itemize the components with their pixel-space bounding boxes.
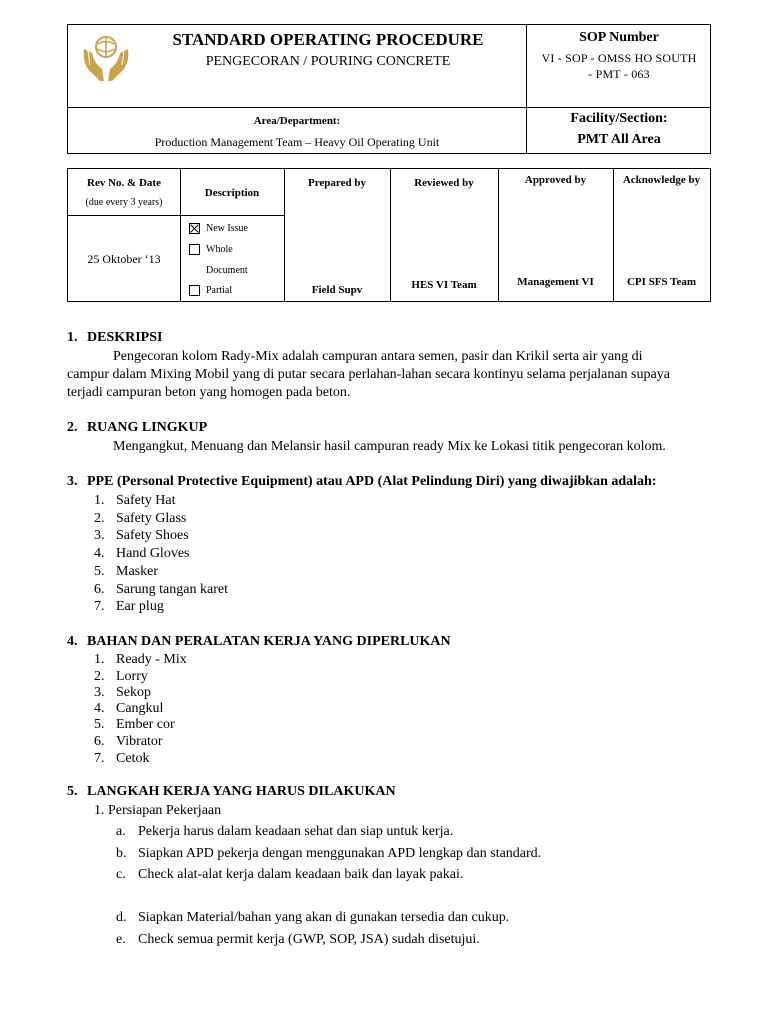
check-label: Partial <box>206 285 233 296</box>
list-item: 7. Ear plug <box>94 599 164 614</box>
list-item: 3. Safety Shoes <box>94 528 189 543</box>
list-item: 4. Cangkul <box>94 701 164 716</box>
list-item: a. Pekerja harus dalam keadaan sehat dan siap untuk kerja. <box>116 824 454 839</box>
section-1-heading <box>67 330 162 346</box>
section-title: RUANG LINGKUP <box>87 420 208 435</box>
check-whole[interactable] <box>189 244 233 255</box>
section-1-line: campur dalam Mixing Mobil yang di putar secara perlahan-lahan secara kontinyu selama perjalanan supaya <box>67 367 670 382</box>
section-number: 3. <box>67 474 78 489</box>
section-title: LANGKAH KERJA YANG HARUS DILAKUKAN <box>87 784 396 799</box>
list-item: e. Check semua permit kerja (GWP, SOP, JSA) sudah disetujui. <box>116 932 480 947</box>
list-item: 5. Ember cor <box>94 717 175 732</box>
section-3-heading <box>67 474 656 490</box>
col-rev-note: (due every 3 years) <box>85 197 163 208</box>
list-item: c. Check alat-alat kerja dalam keadaan baik dan layak pakai. <box>116 867 464 882</box>
checkbox-checked[interactable] <box>189 223 200 234</box>
facility-label: Facility/Section: <box>570 111 668 126</box>
approved-by-value: Management VI <box>517 276 594 288</box>
sop-number-label: SOP Number <box>579 30 659 45</box>
col-desc-header: Description <box>204 187 260 199</box>
section-number: 4. <box>67 634 78 649</box>
section-1-line: terjadi campuran beton yang homogen pada beton. <box>67 385 351 400</box>
list-item: 4. Hand Gloves <box>94 546 190 561</box>
section-number: 2. <box>67 420 78 435</box>
list-item: 2. Lorry <box>94 669 148 684</box>
facility-value: PMT All Area <box>577 132 661 147</box>
list-item: 3. Sekop <box>94 685 151 700</box>
section-title: BAHAN DAN PERALATAN KERJA YANG DIPERLUKAN <box>87 634 451 649</box>
reviewed-by-value: HES VI Team <box>411 279 477 291</box>
col-ack-header: Acknowledge by <box>622 174 701 186</box>
list-item: 7. Cetok <box>94 751 150 766</box>
list-item: 5. Masker <box>94 564 158 579</box>
section-2-text: Mengangkut, Menuang dan Melansir hasil campuran ready Mix ke Lokasi titik pengecoran kolom. <box>113 439 666 454</box>
list-item: 1. Ready - Mix <box>94 652 187 667</box>
subsection-title: 1. Persiapan Pekerjaan <box>94 803 222 818</box>
sop-subtitle: PENGECORAN / POURING CONCRETE <box>205 54 451 69</box>
section-number: 5. <box>67 784 78 799</box>
section-number: 1. <box>67 330 78 345</box>
section-1-line: Pengecoran kolom Rady-Mix adalah campuran antara semen, pasir dan Krikil serta air yang di <box>113 349 643 364</box>
section-title: DESKRIPSI <box>87 330 163 345</box>
check-new-issue[interactable] <box>189 223 248 234</box>
section-4-heading <box>67 634 451 650</box>
section-5-heading <box>67 784 396 800</box>
list-item: 6. Sarung tangan karet <box>94 582 228 597</box>
sop-title: STANDARD OPERATING PROCEDURE <box>172 30 484 49</box>
area-label: Area/Department: <box>253 115 341 127</box>
check-label: Whole <box>206 244 233 255</box>
sop-number-line: - PMT - 063 <box>588 67 650 81</box>
ack-by-value: CPI SFS Team <box>626 276 697 288</box>
section-title: PPE (Personal Protective Equipment) atau APD (Alat Pelindung Diri) yang diwajibkan adalah: <box>87 474 657 489</box>
divider <box>68 215 285 216</box>
col-reviewed-header: Reviewed by <box>414 177 474 189</box>
revision-table <box>67 168 711 302</box>
check-document-label <box>206 265 248 276</box>
col-approved-header: Approved by <box>524 174 587 186</box>
list-item: d. Siapkan Material/bahan yang akan di gunakan tersedia dan cukup. <box>116 910 510 925</box>
list-item: 1. Safety Hat <box>94 493 176 508</box>
revision-date: 25 Oktober ‘13 <box>87 252 161 266</box>
prepared-by-value: Field Supv <box>311 284 363 296</box>
sop-number-value <box>530 50 708 82</box>
check-label: New Issue <box>206 223 248 234</box>
col-prepared-header: Prepared by <box>308 177 366 189</box>
checkbox[interactable] <box>189 285 200 296</box>
area-value: Production Management Team – Heavy Oil Operating Unit <box>154 135 440 149</box>
section-2-heading <box>67 420 207 436</box>
col-rev-header: Rev No. & Date <box>87 177 161 189</box>
list-item: b. Siapkan APD pekerja dengan menggunakan APD lengkap dan standard. <box>116 846 542 861</box>
sop-number-line: VI - SOP - OMSS HO SOUTH <box>541 51 697 65</box>
hands-globe-logo <box>78 29 134 85</box>
divider <box>526 25 527 153</box>
check-partial[interactable] <box>189 285 232 296</box>
list-item: 6. Vibrator <box>94 734 163 749</box>
list-item: 2. Safety Glass <box>94 511 187 526</box>
divider <box>68 107 710 108</box>
check-label: Document <box>206 265 248 276</box>
checkbox[interactable] <box>189 244 200 255</box>
sop-header <box>67 24 711 154</box>
